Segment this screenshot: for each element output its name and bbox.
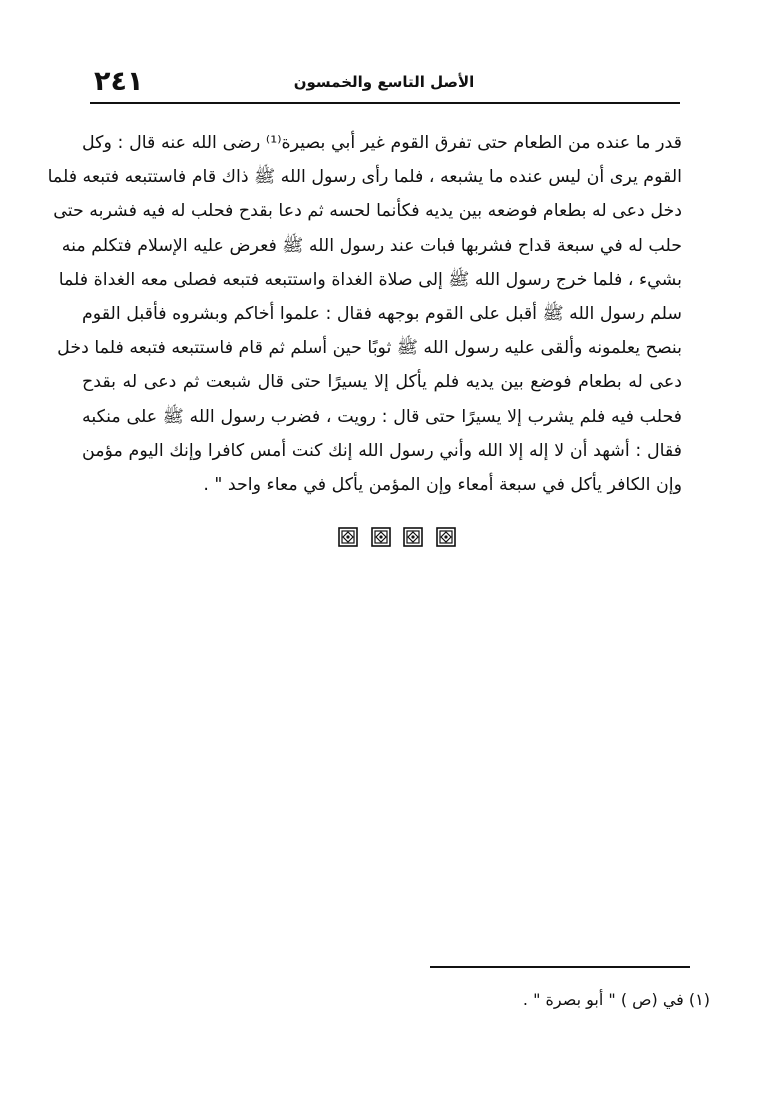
footnote-rule <box>430 966 690 968</box>
body-line: سلم رسول الله ﷺ أقبل على القوم بوجهه فقال : علموا أخاكم وبشروه فأقبل القوم <box>82 303 682 324</box>
ornament-icon <box>338 527 358 547</box>
body-line: وإن الكافر يأكل في سبعة أمعاء وإن المؤمن يأكل في معاء واحد " . <box>203 474 682 495</box>
body-line: القوم يرى أن ليس عنده ما يشبعه ، فلما رأى رسول الله ﷺ ذاك قام فاستتبعه فتبعه فلما <box>47 167 682 188</box>
body-line: فقال : أشهد أن لا إله إلا الله وأني رسول الله إنك كنت أمس كافرا وإنك اليوم مؤمن <box>82 440 682 461</box>
running-title: الأصل التاسع والخمسون <box>293 73 475 91</box>
header-rule <box>90 102 680 104</box>
page-number: ٢٤١ <box>94 66 144 97</box>
ornament-icon <box>371 527 391 547</box>
body-line: بنصح يعلمونه وألقى عليه رسول الله ﷺ ثوبًا حين أسلم ثم قام فاستتبعه فتبعه فلما دخل <box>57 338 682 359</box>
body-line: فحلب فيه فلم يشرب إلا يسيرًا حتى قال : رويت ، فضرب رسول الله ﷺ على منكبه <box>82 406 682 427</box>
body-line: دخل دعى له بطعام فوضعه بين يديه فكأنما لحسه ثم دعا بقدح فحلب له فيه فشربه حتى <box>53 201 682 222</box>
ornament-icon <box>403 527 423 547</box>
footnote: (١) في (ص ) " أبو بصرة " . <box>522 990 710 1009</box>
section-divider-ornaments <box>338 527 456 549</box>
body-line: حلب له في سبعة قداح فشربها فبات عند رسول الله ﷺ فعرض عليه الإسلام فتكلم منه <box>61 235 682 256</box>
body-line: دعى له بطعام فوضع بين يديه فلم يأكل إلا يسيرًا حتى قال شبعت ثم دعى له بقدح <box>82 372 682 393</box>
body-line: قدر ما عنده من الطعام حتى تفرق القوم غير أبي بصيرة⁽¹⁾ رضى الله عنه قال : وكل <box>82 133 682 153</box>
page-header <box>92 66 676 98</box>
body-line: بشيء ، فلما خرج رسول الله ﷺ إلى صلاة الغداة واستتبعه فتبعه فصلى معه الغداة فلما <box>58 269 682 290</box>
ornament-icon <box>436 527 456 547</box>
body-text <box>47 126 682 502</box>
